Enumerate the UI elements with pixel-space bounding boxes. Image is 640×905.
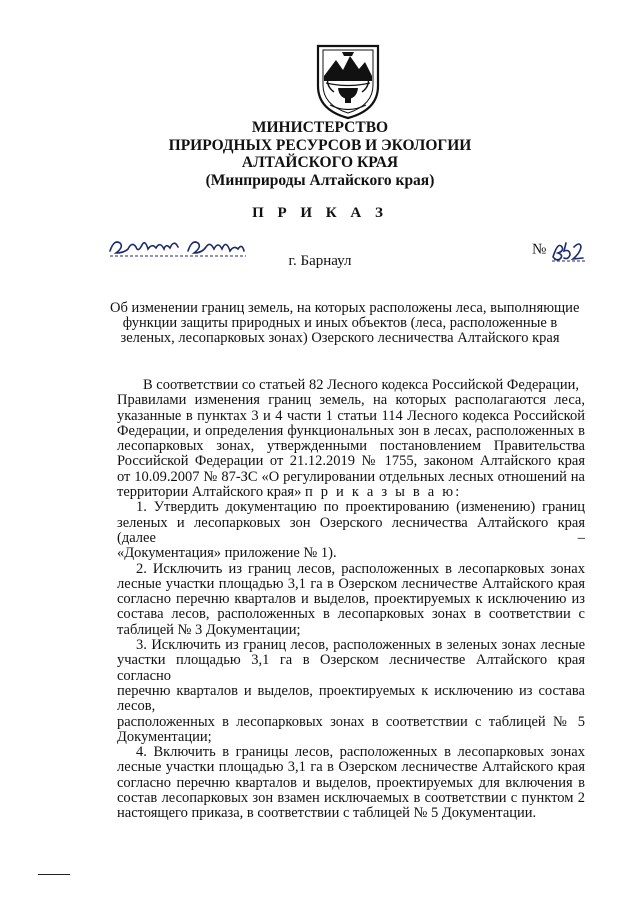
item-3-line: перечню кварталов и выделов, проектируемых к исключению из состава лесов,: [117, 682, 585, 715]
preamble-last-text: территории Алтайского края»: [117, 484, 302, 501]
preamble-line: указанные в пунктах 3 и 4 части 1 статьи 114 Лесного кодекса Российской: [117, 407, 585, 424]
item-2-line: лесные участки площадью 3,1 га в Озерском лесничестве Алтайского края: [117, 575, 585, 592]
item-3-line: расположенных в лесопарковых зонах в соответствии с таблицей № 5: [117, 713, 585, 730]
subject-line: зеленых, лесопарковых зонах) Озерского лесничества Алтайского края: [120, 330, 560, 346]
number-sign: №: [532, 241, 547, 258]
order-action-word: п р и к а з ы в а ю:: [304, 484, 462, 501]
item-3-line: 3. Исключить из границ лесов, расположенных в зеленых зонах лесные: [136, 637, 585, 654]
ministry-header: [0, 119, 640, 189]
ministry-short-name: (Минприроды Алтайского края): [205, 171, 435, 189]
subject-line: функции защиты природных и иных объектов (леса, расположенные в: [122, 315, 558, 331]
item-2-line: согласно перечню кварталов и выделов, проектируемых к исключению из: [117, 591, 585, 608]
ministry-name-line-2: ПРИРОДНЫХ РЕСУРСОВ И ЭКОЛОГИИ: [168, 136, 472, 154]
preamble-line: лесопарковых зонах, утвержденными постановлением Правительства: [117, 438, 585, 455]
item-2-line: таблицей № 3 Документации;: [117, 621, 301, 638]
footer-divider: [38, 874, 70, 875]
preamble-line: от 10.09.2007 № 87-ЗС «О регулировании отдельных лесных отношений на: [117, 468, 585, 485]
preamble-line: Российской Федерации от 21.12.2019 № 1755, законом Алтайского края: [117, 453, 585, 470]
item-3-line: Документации;: [117, 728, 212, 745]
ministry-name-line-1: МИНИСТЕРСТВО: [251, 119, 389, 136]
item-2-line: состава лесов, расположенных в лесопарковых зонах в соответствии с: [117, 606, 585, 623]
city-name: г. Барнаул: [288, 253, 352, 269]
item-1-line: 1. Утвердить документацию по проектированию (изменению) границ: [136, 499, 585, 516]
order-subject: [110, 300, 580, 346]
item-4-line: состав лесопарковых зон взамен исключаемых в соответствии с пунктом 2: [117, 790, 585, 807]
item-1-line: зеленых и лесопарковых зон Озерского лесничества Алтайского края (далее –: [117, 514, 585, 546]
subject-line: Об изменении границ земель, на которых расположены леса, выполняющие: [110, 300, 580, 316]
preamble-line: Правилами изменения границ земель, на которых располагаются леса,: [117, 392, 585, 409]
preamble-line: В соответствии со статьей 82 Лесного кодекса Российской Федерации,: [143, 377, 580, 393]
item-4-line: согласно перечню кварталов и выделов, проектируемых для включения в: [117, 774, 585, 791]
item-4-line: настоящего приказа, в соответствии с таблицей № 5 Документации.: [117, 805, 537, 822]
ministry-name-line-3: АЛТАЙСКОГО КРАЯ: [241, 154, 399, 171]
item-4-line: 4. Включить в границы лесов, расположенных в лесопарковых зонах: [136, 744, 585, 761]
item-1-line: «Документация» приложение № 1).: [117, 545, 337, 562]
order-title: П Р И К А З: [252, 205, 388, 221]
altai-krai-coat-of-arms-icon: [312, 42, 384, 120]
item-2-line: 2. Исключить из границ лесов, расположенных в лесопарковых зонах: [136, 560, 585, 577]
order-body: [117, 378, 585, 822]
preamble-last-line: [117, 485, 585, 500]
preamble-line: Федерации, и определения функциональных зон в лесах, расположенных в: [117, 422, 585, 439]
item-3-line: участки площадью 3,1 га в Озерском лесничестве Алтайского края согласно: [117, 652, 585, 684]
item-4-line: лесные участки площадью 3,1 га в Озерском лесничестве Алтайского края: [117, 759, 585, 776]
